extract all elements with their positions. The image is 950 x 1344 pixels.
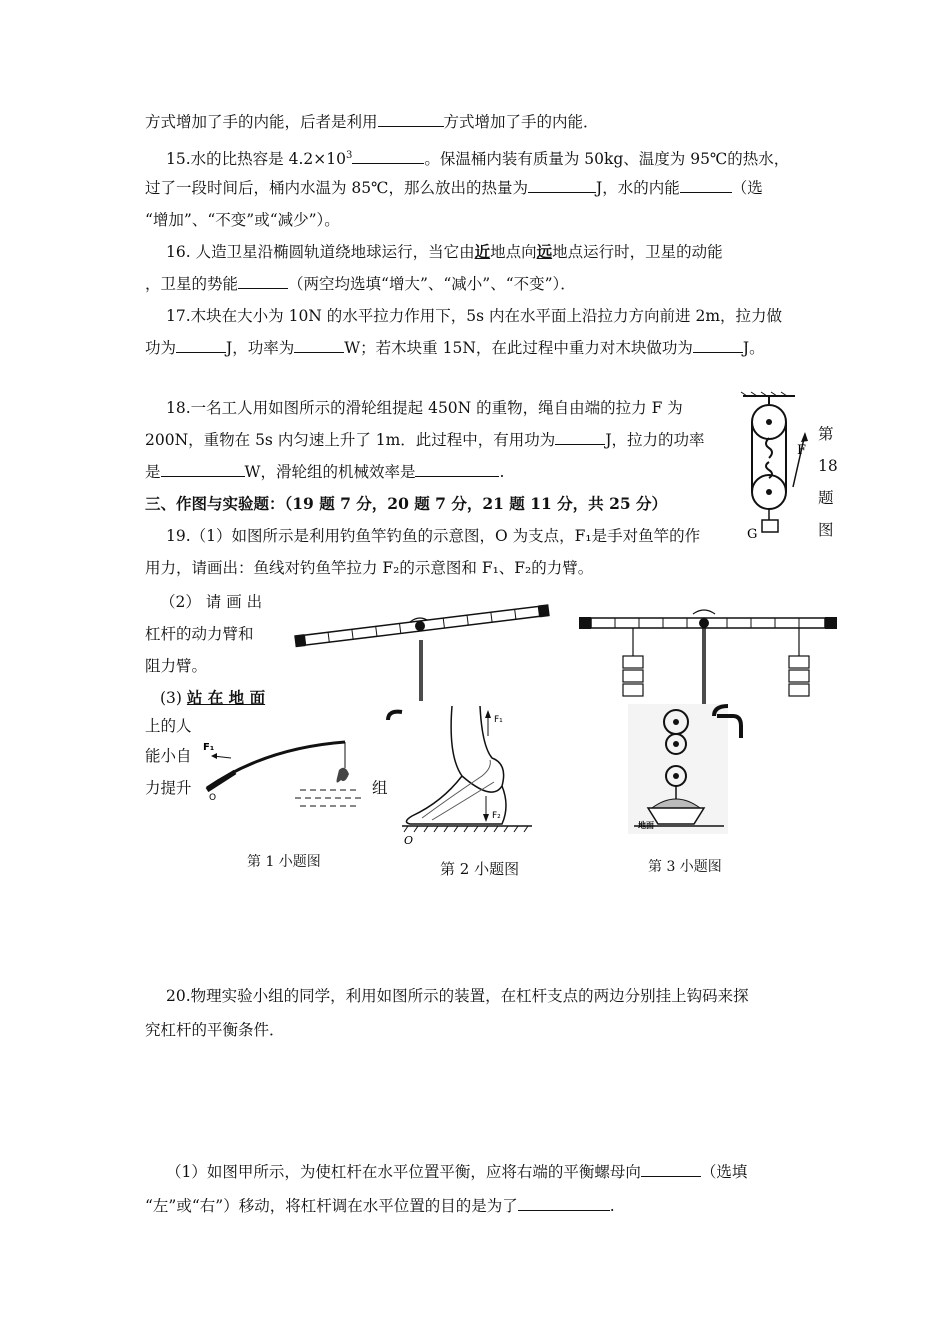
answer-blank[interactable] [693,338,743,353]
foot-f2-label: F₂ [492,811,501,821]
section3-heading: 三、作图与实验题：（19 题 7 分，20 题 7 分，21 题 11 分，共 25 分） [145,494,668,513]
q20-sub1-line2: “左”或“右”）移动，将杠杆调在水平位置的目的是为了 . [145,1197,615,1215]
fig18-label-1: 第 [818,425,834,443]
q19-part3-e: 力提升 [145,779,192,797]
tilted-lever-figure [290,596,560,706]
weight-label: G [747,527,758,542]
answer-blank[interactable] [161,462,245,477]
answer-blank[interactable] [528,178,596,193]
answer-blank[interactable] [176,338,226,353]
answer-blank[interactable] [352,149,424,164]
answer-blank[interactable] [415,462,499,477]
answer-blank[interactable] [518,1196,610,1211]
answer-blank[interactable] [680,178,732,193]
q15-line1: 15.水的比热容是 $4.2\times 10^3$ 。保温桶内装有质量为 50kg、温度为 95℃的热水， [166,150,790,169]
q19-part3-a: (3) 站 在 地 面 [160,688,266,707]
q20-line1: 20.物理实验小组的同学，利用如图所示的装置，在杠杆支点的两边分别挂上钩码来探 [166,987,749,1005]
q19-part3-d: 能小自 [145,747,192,765]
q19-part2-c: 阻力臂。 [145,657,208,675]
fig18-label-2: 18 [818,457,838,475]
pulley-system-figure [735,392,815,542]
q17-line2: 功为 J，功率为 W；若木块重 15N，在此过程中重力对木块做功为 J。 [145,339,765,357]
q19-part3-c: 上的人 [145,717,192,735]
fig18-label-4: 图 [818,521,834,539]
q19-part3-f: 组 [372,779,388,797]
answer-blank[interactable] [378,112,444,127]
q18-line3: 是 W，滑轮组的机械效率是 . [145,463,505,481]
q17-line1: 17.木块在大小为 10N 的水平拉力作用下，5s 内在水平面上沿拉力方向前进 2m，拉力做 [166,307,783,325]
balanced-lever-figure [575,606,840,706]
fishing-rod-figure [195,728,375,808]
caption-fig1: 第 1 小题图 [247,854,321,870]
answer-blank[interactable] [294,338,344,353]
q15-line2: 过了一段时间后，桶内水温为 85℃，那么放出的热量为 J，水的内能 （选 [145,179,763,197]
q16-line1: 16. 人造卫星沿椭圆轨道绕地球运行，当它由近地点向远地点运行时，卫星的动能 [166,242,723,261]
q14-tail: 方式增加了手的内能，后者是利用 方式增加了手的内能． [145,113,599,131]
hook-icon [715,710,745,740]
force-label: F [797,443,807,458]
q19-part2-a: （2） 请 画 出 [160,593,263,611]
answer-blank[interactable] [238,274,288,289]
ground-label: 地面 [638,821,654,830]
caption-fig2: 第 2 小题图 [440,860,520,878]
fig18-label-3: 题 [818,489,834,507]
q16-line2: ，卫星的势能 （两空均选填“增大”、“减小”、“不变”）． [145,275,576,293]
foot-lever-figure [382,706,542,846]
q18-line1: 18.一名工人用如图所示的滑轮组提起 450N 的重物，绳自由端的拉力 F 为 [166,399,683,417]
q15-line3: “增加”、“不变”或“减少”）。 [145,211,340,229]
caption-fig3: 第 3 小题图 [648,859,722,875]
foot-f1-label: F₁ [494,715,503,725]
q20-sub1-line1: （1）如图甲所示，为使杠杆在水平位置平衡，应将右端的平衡螺母向 （选填 [166,1163,748,1181]
pivot-label: O [209,793,217,803]
q18-line2: 200N，重物在 5s 内匀速上升了 1m．此过程中，有用功为 J，拉力的功率 [145,431,705,449]
q19-line2: 用力，请画出：鱼线对钓鱼竿拉力 F₂的示意图和 F₁、F₂的力臂。 [145,559,594,577]
q20-line2: 究杠杆的平衡条件． [145,1021,285,1039]
f1-label: F₁ [203,742,215,753]
q19-line1: 19.（1）如图所示是利用钓鱼竿钓鱼的示意图，O 为支点，F₁是手对鱼竿的作 [166,527,701,545]
foot-pivot-label: O [404,834,414,847]
answer-blank[interactable] [641,1162,701,1177]
answer-blank[interactable] [555,430,605,445]
q19-part2-b: 杠杆的动力臂和 [145,625,254,643]
